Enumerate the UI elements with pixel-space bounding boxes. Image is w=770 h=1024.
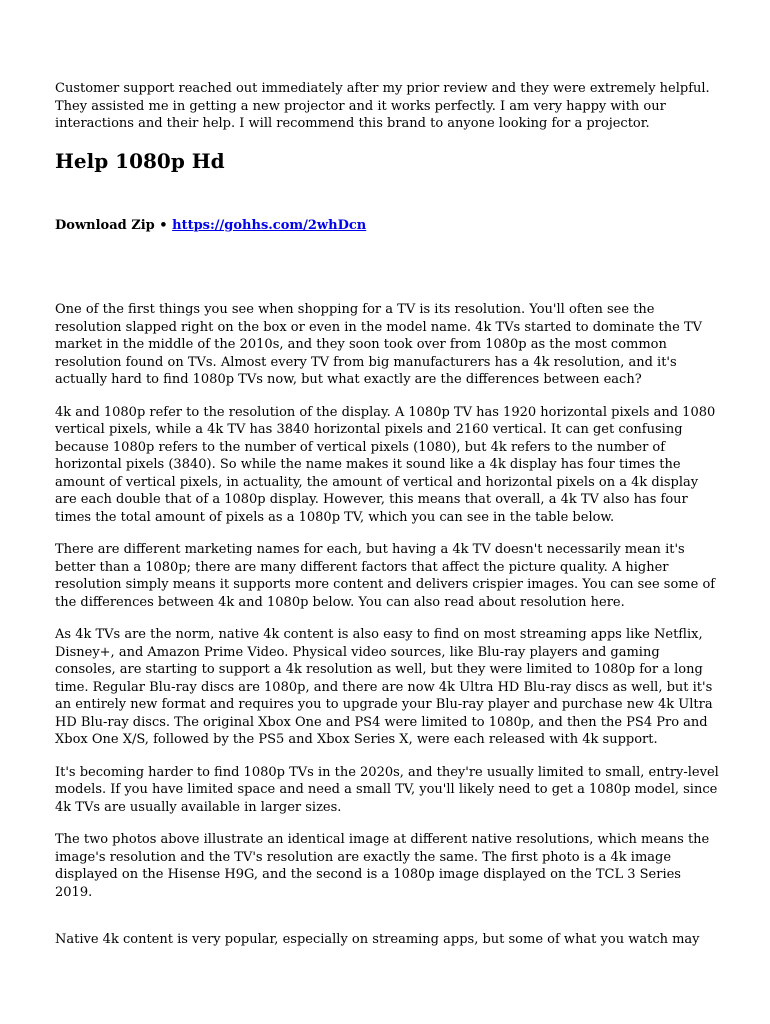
document-page (55, 80, 720, 949)
download-label: Download Zip • (55, 217, 168, 233)
body-paragraph-2: 4k and 1080p refer to the resolution of the display. A 1080p TV has 1920 horizontal pixels and 1080 vertical pixels, while a 4k TV has 3840 horizontal pixels and 2160 vertical. It can get confusing because 1080p refers to the number of vertical pixels (1080), but 4k refers to the number of horizontal pixels (3840). So while the name makes it sound like a 4k display has four times the amount of vertical pixels, in actuality, the amount of vertical and horizontal pixels on a 4k display are each double that of a 1080p display. However, this means that overall, a 4k TV also has four times the total amount of pixels as a 1080p TV, which you can see in the table below. (55, 404, 716, 525)
body-paragraph-4: As 4k TVs are the norm, native 4k content is also easy to find on most streaming apps like Netflix, Disney+, and Amazon Prime Video. Physical video sources, like Blu-ray players and gaming consoles, are starting to support a 4k resolution as well, but they were limited to 1080p for a long time. Regular Blu-ray discs are 1080p, and there are now 4k Ultra HD Blu-ray discs as well, but it's an entirely new format and requires you to upgrade your Blu-ray player and purchase new 4k Ultra HD Blu-ray discs. The original Xbox One and PS4 were limited to 1080p, and then the PS4 Pro and Xbox One X/S, followed by the PS5 and Xbox Series X, were each released with 4k support. (55, 627, 713, 747)
body-paragraph-6: The two photos above illustrate an identical image at different native resolutions, which means the image's resolution and the TV's resolution are exactly the same. The first photo is a 4k image displayed on the Hisense H9G, and the second is a 1080p image displayed on the TCL 3 Series 2019. (55, 832, 710, 900)
body-paragraph-7: Native 4k content is very popular, especially on streaming apps, but some of what you watch may (55, 932, 700, 947)
body-paragraph-5: It's becoming harder to find 1080p TVs in the 2020s, and they're usually limited to small, entry-level models. If you have limited space and need a small TV, you'll likely need to get a 1080p model, since 4k TVs are usually available in larger sizes. (55, 764, 719, 815)
page-title: Help 1080p Hd (55, 148, 225, 173)
download-line (55, 217, 720, 235)
intro-paragraph: Customer support reached out immediately after my prior review and they were extremely helpful. They assisted me in getting a new projector and it works perfectly. I am very happy with our interactions and their help. I will recommend this brand to anyone looking for a projector. (55, 81, 710, 131)
body-paragraph-3: There are different marketing names for each, but having a 4k TV doesn't necessarily mean it's better than a 1080p; there are many different factors that affect the picture quality. A higher resolution simply means it supports more content and delivers crispier images. You can see some of the differences between 4k and 1080p below. You can also read about resolution here. (55, 542, 716, 610)
download-link[interactable]: https://gohhs.com/2whDcn (172, 217, 367, 233)
body-paragraph-1: One of the first things you see when shopping for a TV is its resolution. You'll often see the resolution slapped right on the box or even in the model name. 4k TVs started to dominate the TV market in the middle of the 2010s, and they soon took over from 1080p as the most common resolution found on TVs. Almost every TV from big manufacturers has a 4k resolution, and it's actually hard to find 1080p TVs now, but what exactly are the differences between each? (55, 302, 703, 387)
